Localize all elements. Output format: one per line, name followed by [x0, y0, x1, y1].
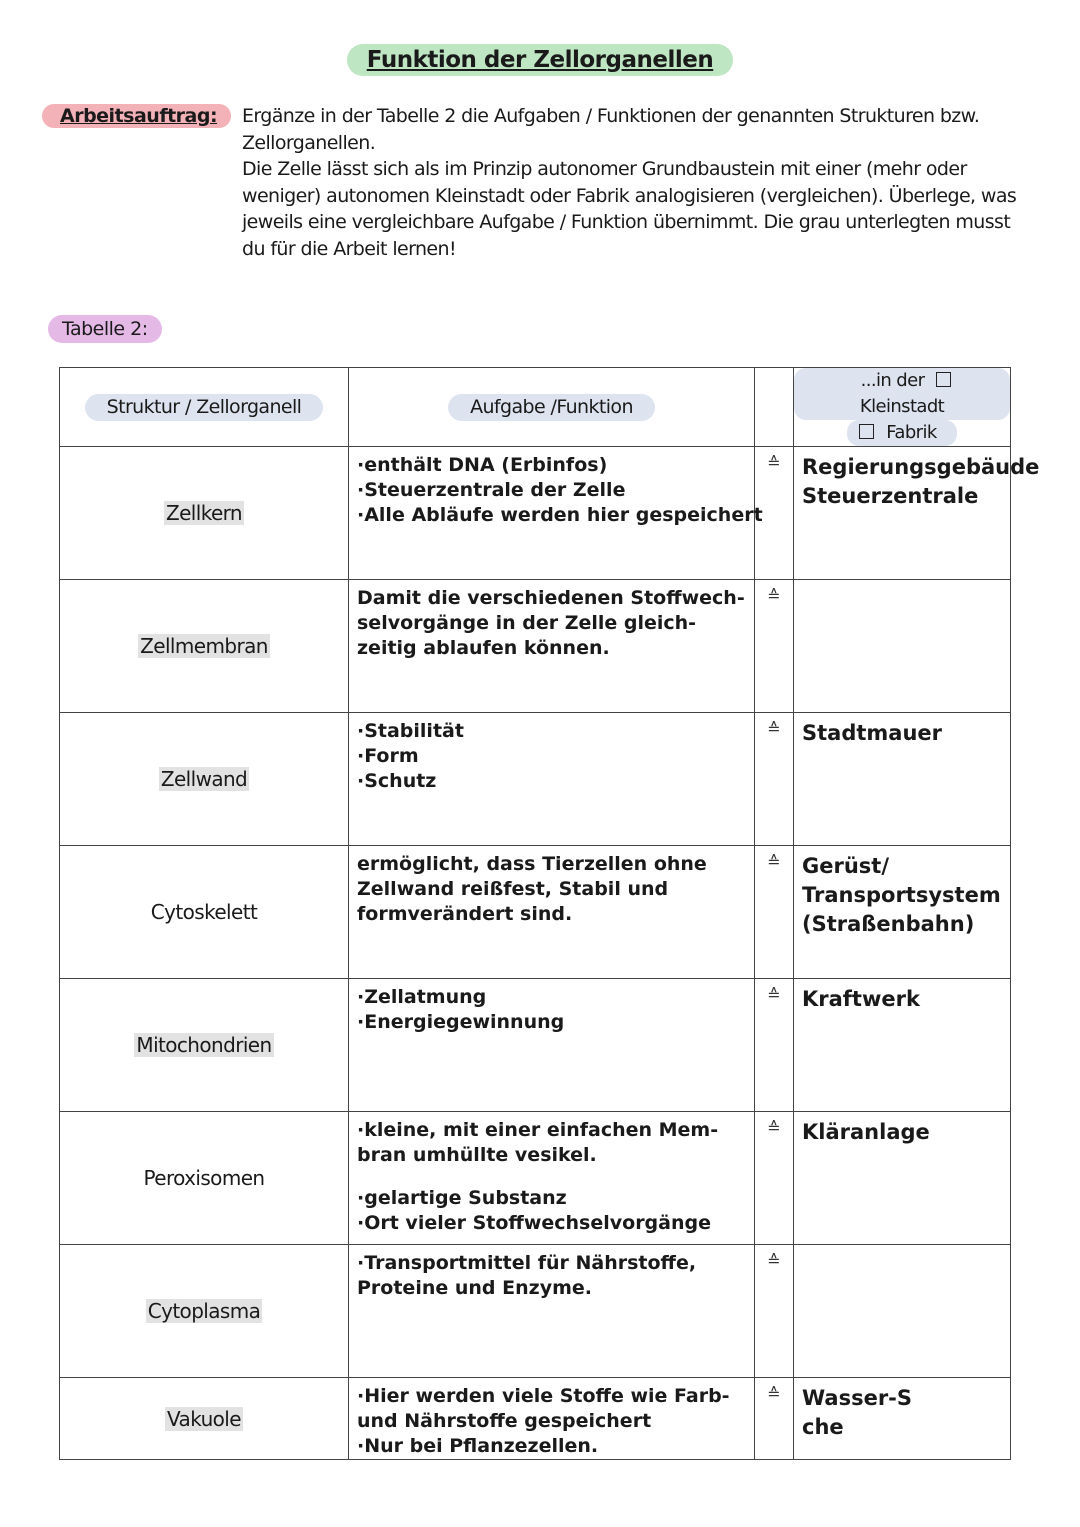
structure-cell — [60, 1378, 349, 1460]
header-analogy — [794, 368, 1011, 447]
structure-name: Mitochondrien — [136, 1033, 272, 1057]
analogy-cell — [794, 846, 1011, 979]
organelle-table — [59, 367, 1040, 1460]
analogy-line: Kraftwerk — [802, 987, 920, 1011]
table-row — [60, 580, 1011, 713]
function-line: ·Schutz — [357, 770, 437, 792]
analogy-cell — [794, 979, 1011, 1112]
correspondence-symbol: ≙ — [755, 447, 794, 580]
header-structure-label: Struktur / Zellorganell — [85, 394, 324, 421]
function-line: ·gelartige Substanz — [357, 1187, 567, 1209]
structure-cell — [60, 846, 349, 979]
analogy-line: Wasser-S — [802, 1386, 913, 1410]
function-line: zeitig ablaufen können. — [357, 637, 610, 659]
structure-cell — [60, 447, 349, 580]
table-row — [60, 713, 1011, 846]
analogy-cell — [794, 580, 1011, 713]
function-line: bran umhüllte vesikel. — [357, 1144, 597, 1166]
checkbox-fabrik[interactable] — [859, 424, 874, 439]
structure-cell — [60, 1112, 349, 1245]
header-analogy-line2 — [847, 420, 956, 446]
header-analogy-prefix: ...in der — [851, 368, 935, 394]
structure-name: Cytoskelett — [150, 900, 258, 924]
function-gap — [357, 1168, 748, 1186]
function-line: Proteine und Enzyme. — [357, 1277, 592, 1299]
function-line: ·Nur bei Pflanzezellen. — [357, 1435, 599, 1457]
function-cell — [349, 713, 755, 846]
structure-cell — [60, 713, 349, 846]
analogy-cell — [794, 1245, 1011, 1378]
page-title: Funktion der Zellorganellen — [347, 44, 733, 76]
table-row — [60, 1245, 1011, 1378]
analogy-line: Stadtmauer — [802, 721, 943, 745]
analogy-line: (Straßenbahn) — [802, 912, 975, 936]
analogy-line: Gerüst/ — [802, 854, 889, 878]
correspondence-symbol: ≙ — [755, 846, 794, 979]
function-line: ·Energiegewinnung — [357, 1011, 565, 1033]
function-cell — [349, 846, 755, 979]
function-line: ·enthält DNA (Erbinfos) — [357, 454, 608, 476]
correspondence-symbol: ≙ — [755, 713, 794, 846]
table-row — [60, 447, 1011, 580]
analogy-cell — [794, 1378, 1011, 1460]
analogy-line: che — [802, 1415, 844, 1439]
header-analogy-content — [794, 368, 1010, 446]
function-cell — [349, 447, 763, 580]
task-paragraph-2: Die Zelle lässt sich als im Prinzip autonomer Grundbaustein mit einer (mehr oder weniger) autonomen Kleinstadt oder Fabrik analogisieren (vergleichen). Überlege, was jeweils eine vergleichbare Aufgabe / Funktion übernimmt. Die grau unterlegten musst du für die Arbeit lernen! — [242, 158, 1017, 260]
function-line: ·Alle Abläufe werden hier gespeichert — [357, 504, 763, 526]
header-function — [349, 368, 755, 447]
function-cell — [349, 580, 755, 713]
function-cell — [349, 1378, 755, 1460]
analogy-line: Kläranlage — [802, 1120, 930, 1144]
function-line: selvorgänge in der Zelle gleich- — [357, 612, 697, 634]
structure-name: Zellkern — [165, 501, 243, 525]
header-analogy-option1: Kleinstadt — [850, 394, 954, 420]
checkbox-kleinstadt[interactable] — [936, 372, 951, 387]
function-line: ·Form — [357, 745, 419, 767]
function-line: ·Steuerzentrale der Zelle — [357, 479, 626, 501]
header-analogy-line1 — [794, 368, 1010, 420]
task-text — [242, 103, 1017, 262]
correspondence-symbol: ≙ — [755, 1245, 794, 1378]
table-row — [60, 979, 1011, 1112]
task-label: Arbeitsauftrag: — [42, 104, 231, 128]
analogy-line: Transportsystem — [802, 883, 1001, 907]
analogy-line: Steuerzentrale — [802, 484, 979, 508]
header-analogy-option2: Fabrik — [876, 420, 946, 446]
function-line: ·Hier werden viele Stoffe wie Farb- — [357, 1385, 730, 1407]
function-line: ·Transportmittel für Nährstoffe, — [357, 1252, 697, 1274]
table-header-row — [60, 368, 1011, 447]
correspondence-symbol: ≙ — [755, 979, 794, 1112]
task-paragraph-1: Ergänze in der Tabelle 2 die Aufgaben / Funktionen der genannten Strukturen bzw. Zellorganellen. — [242, 105, 980, 154]
structure-cell — [60, 580, 349, 713]
function-line: ·kleine, mit einer einfachen Mem- — [357, 1119, 719, 1141]
analogy-line: Regierungsgebäude — [802, 455, 1040, 479]
header-structure — [60, 368, 349, 447]
function-line: formverändert sind. — [357, 903, 573, 925]
structure-name: Zellwand — [160, 767, 248, 791]
correspondence-symbol: ≙ — [755, 1378, 794, 1460]
analogy-cell — [794, 447, 1040, 580]
structure-cell — [60, 1245, 349, 1378]
function-line: Zellwand reißfest, Stabil und — [357, 878, 669, 900]
structure-name: Cytoplasma — [147, 1299, 261, 1323]
structure-name: Vakuole — [167, 1406, 241, 1431]
structure-name: Zellmembran — [140, 634, 268, 658]
function-line: Damit die verschiedenen Stoffwech- — [357, 587, 745, 609]
function-cell — [349, 1245, 755, 1378]
table-label: Tabelle 2: — [48, 315, 162, 343]
structure-name: Peroxisomen — [143, 1166, 265, 1190]
table-row — [60, 1112, 1011, 1245]
table-body — [60, 447, 1040, 1460]
header-function-label: Aufgabe /Funktion — [448, 394, 655, 421]
table-row — [60, 1378, 1011, 1460]
function-line: und Nährstoffe gespeichert — [357, 1410, 652, 1432]
function-line: ermöglicht, dass Tierzellen ohne — [357, 853, 707, 875]
function-cell — [349, 979, 755, 1112]
function-cell — [349, 1112, 755, 1245]
header-symbol — [755, 368, 794, 447]
structure-cell — [60, 979, 349, 1112]
analogy-cell — [794, 1112, 1011, 1245]
function-line: ·Stabilität — [357, 720, 464, 742]
function-line: ·Zellatmung — [357, 986, 487, 1008]
correspondence-symbol: ≙ — [755, 580, 794, 713]
correspondence-symbol: ≙ — [755, 1112, 794, 1245]
table-row — [60, 846, 1011, 979]
title-wrap — [0, 44, 1080, 76]
analogy-cell — [794, 713, 1011, 846]
function-line: ·Ort vieler Stoffwechselvorgänge — [357, 1212, 711, 1234]
